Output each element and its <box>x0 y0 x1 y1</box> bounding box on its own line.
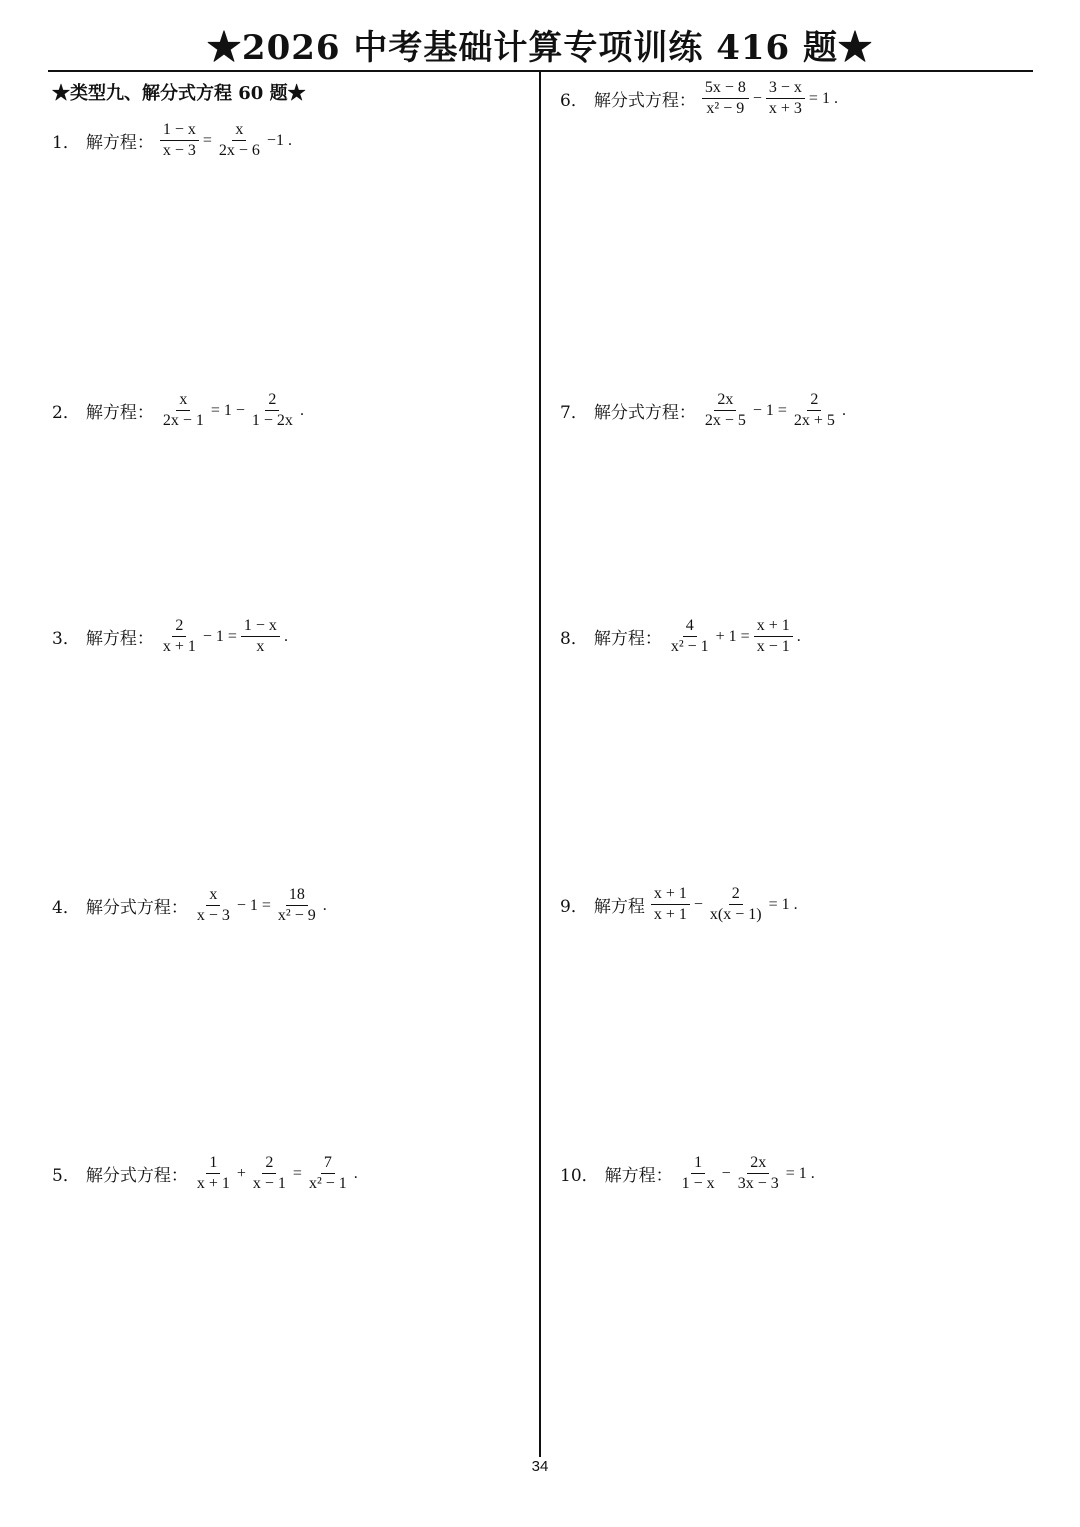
operator: . <box>841 401 846 419</box>
operator: = 1 . <box>785 1164 815 1182</box>
fraction <box>668 616 712 657</box>
problem-5 <box>52 1153 360 1194</box>
operator: . <box>796 627 801 645</box>
equation <box>192 885 329 926</box>
denominator: x² − 9 <box>277 907 316 924</box>
problem-instruction: 解方程： <box>85 629 154 649</box>
problem-instruction: 解分式方程： <box>85 1166 188 1186</box>
numerator: 2 <box>265 390 279 411</box>
denominator: x − 1 <box>756 638 790 655</box>
numerator: 2x <box>714 390 736 411</box>
operator: = 1 − <box>210 401 245 419</box>
numerator: 1 − x <box>241 616 280 637</box>
problem-instruction: 解分式方程： <box>85 898 188 918</box>
numerator: 4 <box>683 616 697 637</box>
fraction <box>194 1153 233 1194</box>
fraction <box>250 1153 289 1194</box>
operator: = <box>202 131 212 149</box>
operator: . <box>322 896 327 914</box>
numerator: 1 − x <box>160 120 199 141</box>
equation <box>700 78 840 119</box>
problem-number: 2． <box>52 403 80 423</box>
operator: = 1 . <box>808 89 838 107</box>
fraction <box>735 1153 782 1194</box>
denominator: x² − 9 <box>706 100 745 117</box>
fraction <box>249 390 296 431</box>
denominator: 2x + 5 <box>793 412 835 429</box>
equation <box>158 616 290 657</box>
numerator: x + 1 <box>754 616 793 637</box>
numerator: x <box>176 390 190 411</box>
fraction <box>216 120 263 161</box>
fraction <box>754 616 793 657</box>
problem-8 <box>560 616 803 657</box>
numerator: 2 <box>262 1153 276 1174</box>
operator: . <box>299 401 304 419</box>
problem-number: 8． <box>560 629 588 649</box>
numerator: 7 <box>321 1153 335 1174</box>
problem-1 <box>52 120 294 161</box>
numerator: 1 <box>206 1153 220 1174</box>
fraction <box>194 885 233 926</box>
denominator: 2x − 5 <box>704 412 746 429</box>
numerator: 3 − x <box>766 78 805 99</box>
operator: − <box>693 895 703 913</box>
equation <box>192 1153 360 1194</box>
problem-3 <box>52 616 290 657</box>
equation <box>649 884 800 925</box>
numerator: 18 <box>286 885 308 906</box>
equation <box>677 1153 817 1194</box>
denominator: 2x − 1 <box>162 412 204 429</box>
denominator: 1 − x <box>681 1175 715 1192</box>
page-title: ★2026 中考基础计算专项训练 416 题★ <box>206 28 874 68</box>
problem-7 <box>560 390 848 431</box>
fraction <box>160 390 207 431</box>
equation <box>700 390 848 431</box>
problem-instruction: 解方程： <box>593 629 662 649</box>
numerator: x <box>206 885 220 906</box>
problem-9 <box>560 884 800 925</box>
operator: − 1 = <box>752 401 787 419</box>
operator: . <box>353 1164 358 1182</box>
operator: + 1 = <box>715 627 750 645</box>
denominator: x <box>256 638 265 655</box>
operator: = 1 . <box>768 895 798 913</box>
numerator: 2 <box>172 616 186 637</box>
denominator: x + 3 <box>768 100 802 117</box>
equation <box>666 616 803 657</box>
denominator: x + 1 <box>653 906 687 923</box>
operator: − 1 = <box>202 627 237 645</box>
fraction <box>791 390 838 431</box>
page-number: 34 <box>531 1458 549 1475</box>
operator: − 1 = <box>236 896 271 914</box>
problem-number: 10． <box>560 1166 599 1186</box>
fraction <box>707 884 765 925</box>
fraction <box>306 1153 350 1194</box>
numerator: 2 <box>807 390 821 411</box>
problem-4 <box>52 885 329 926</box>
fraction <box>275 885 319 926</box>
problem-instruction: 解分式方程： <box>593 403 696 423</box>
problem-instruction: 解方程： <box>604 1166 673 1186</box>
problem-instruction: 解方程 <box>593 897 645 917</box>
equation <box>158 390 306 431</box>
denominator: x − 3 <box>196 907 230 924</box>
fraction <box>679 1153 718 1194</box>
problem-6 <box>560 78 840 119</box>
operator: + <box>236 1164 246 1182</box>
fraction <box>651 884 690 925</box>
equation <box>158 120 294 161</box>
problem-instruction: 解方程： <box>85 403 154 423</box>
fraction <box>160 616 199 657</box>
denominator: x(x − 1) <box>709 906 762 923</box>
numerator: x <box>232 120 246 141</box>
column-divider <box>539 72 541 1457</box>
denominator: 3x − 3 <box>737 1175 779 1192</box>
fraction <box>160 120 199 161</box>
operator: − <box>752 89 762 107</box>
section-title: ★类型九、解分式方程 60 题★ <box>52 83 306 104</box>
numerator: 1 <box>691 1153 705 1174</box>
problem-instruction: 解分式方程： <box>593 91 696 111</box>
operator: −1 . <box>266 131 292 149</box>
denominator: 2x − 6 <box>218 142 260 159</box>
problem-number: 4． <box>52 898 80 918</box>
problem-number: 1． <box>52 133 80 153</box>
problem-number: 6． <box>560 91 588 111</box>
problem-10 <box>560 1153 817 1194</box>
problem-number: 3． <box>52 629 80 649</box>
numerator: 2x <box>747 1153 769 1174</box>
denominator: x² − 1 <box>308 1175 347 1192</box>
fraction <box>766 78 805 119</box>
fraction <box>702 78 749 119</box>
numerator: 5x − 8 <box>702 78 749 99</box>
denominator: x² − 1 <box>670 638 709 655</box>
denominator: x − 3 <box>162 142 196 159</box>
denominator: x + 1 <box>196 1175 230 1192</box>
denominator: x + 1 <box>162 638 196 655</box>
denominator: 1 − 2x <box>251 412 293 429</box>
denominator: x − 1 <box>252 1175 286 1192</box>
problem-number: 9． <box>560 897 588 917</box>
problem-2 <box>52 390 306 431</box>
problem-instruction: 解方程： <box>85 133 154 153</box>
fraction <box>702 390 749 431</box>
problem-number: 7． <box>560 403 588 423</box>
problem-number: 5． <box>52 1166 80 1186</box>
numerator: 2 <box>729 884 743 905</box>
numerator: x + 1 <box>651 884 690 905</box>
operator: − <box>721 1164 731 1182</box>
fraction <box>241 616 280 657</box>
operator: = <box>292 1164 302 1182</box>
operator: . <box>283 627 288 645</box>
